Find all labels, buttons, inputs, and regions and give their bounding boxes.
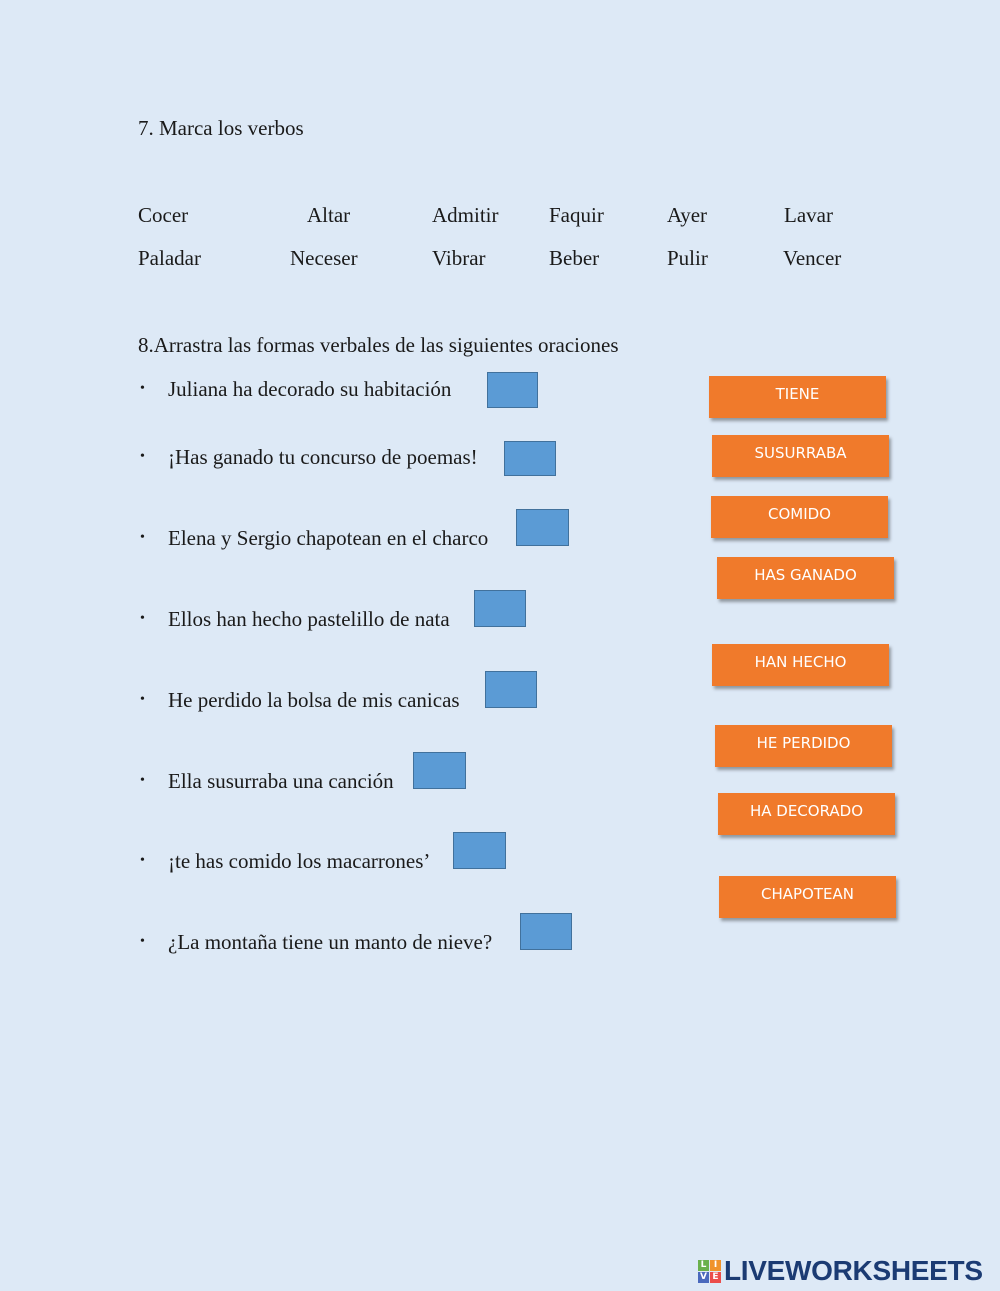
drop-target[interactable] bbox=[504, 441, 556, 476]
bullet-icon: • bbox=[140, 530, 145, 545]
bullet-icon: • bbox=[140, 934, 145, 949]
drop-target[interactable] bbox=[413, 752, 466, 789]
sentence-text: ¡Has ganado tu concurso de poemas! bbox=[168, 445, 478, 469]
answer-chip-han-hecho[interactable]: HAN HECHO bbox=[712, 644, 889, 686]
sentence-text: Ellos han hecho pastelillo de nata bbox=[168, 607, 450, 631]
drop-target[interactable] bbox=[485, 671, 537, 708]
verb-option[interactable]: Paladar bbox=[138, 246, 201, 270]
section-7-title: 7. Marca los verbos bbox=[138, 116, 304, 140]
bullet-icon: • bbox=[140, 449, 145, 464]
sentence-text: ¡te has comido los macarrones’ bbox=[168, 849, 431, 873]
logo-icon: L I V E bbox=[698, 1260, 721, 1283]
drop-target[interactable] bbox=[487, 372, 538, 408]
answer-chip-ha-decorado[interactable]: HA DECORADO bbox=[718, 793, 895, 835]
verb-option[interactable]: Vibrar bbox=[432, 246, 486, 270]
sentence-text: Elena y Sergio chapotean en el charco bbox=[168, 526, 489, 550]
answer-chip-susurraba[interactable]: SUSURRABA bbox=[712, 435, 889, 477]
bullet-icon: • bbox=[140, 853, 145, 868]
section-8-title: 8.Arrastra las formas verbales de las siguientes oraciones bbox=[138, 333, 619, 357]
verb-option[interactable]: Ayer bbox=[667, 203, 708, 227]
verb-option[interactable]: Cocer bbox=[138, 203, 189, 227]
verb-option[interactable]: Faquir bbox=[549, 203, 604, 227]
answer-chip-has-ganado[interactable]: HAS GANADO bbox=[717, 557, 894, 599]
answer-chip-chapotean[interactable]: CHAPOTEAN bbox=[719, 876, 896, 918]
bullet-icon: • bbox=[140, 692, 145, 707]
bullet-icon: • bbox=[140, 381, 145, 396]
verb-option[interactable]: Neceser bbox=[290, 246, 358, 270]
bullet-icon: • bbox=[140, 611, 145, 626]
drop-target[interactable] bbox=[520, 913, 572, 950]
verb-option[interactable]: Admitir bbox=[432, 203, 499, 227]
answer-chip-comido[interactable]: COMIDO bbox=[711, 496, 888, 538]
drop-target[interactable] bbox=[474, 590, 526, 627]
drop-target[interactable] bbox=[453, 832, 506, 869]
bullet-icon: • bbox=[140, 773, 145, 788]
sentence-text: He perdido la bolsa de mis canicas bbox=[168, 688, 460, 712]
sentence-text: Juliana ha decorado su habitación bbox=[168, 377, 452, 401]
verb-option[interactable]: Altar bbox=[307, 203, 351, 227]
logo-text: LIVEWORKSHEETS bbox=[724, 1255, 983, 1286]
verb-option[interactable]: Vencer bbox=[783, 246, 842, 270]
verb-option[interactable]: Lavar bbox=[784, 203, 833, 227]
sentence-text: Ella susurraba una canción bbox=[168, 769, 394, 793]
drop-target[interactable] bbox=[516, 509, 569, 546]
verb-option[interactable]: Pulir bbox=[667, 246, 708, 270]
sentence-text: ¿La montaña tiene un manto de nieve? bbox=[168, 930, 493, 954]
liveworksheets-logo[interactable] bbox=[698, 1256, 983, 1286]
verb-option[interactable]: Beber bbox=[549, 246, 600, 270]
answer-chip-he-perdido[interactable]: HE PERDIDO bbox=[715, 725, 892, 767]
answer-chip-tiene[interactable]: TIENE bbox=[709, 376, 886, 418]
